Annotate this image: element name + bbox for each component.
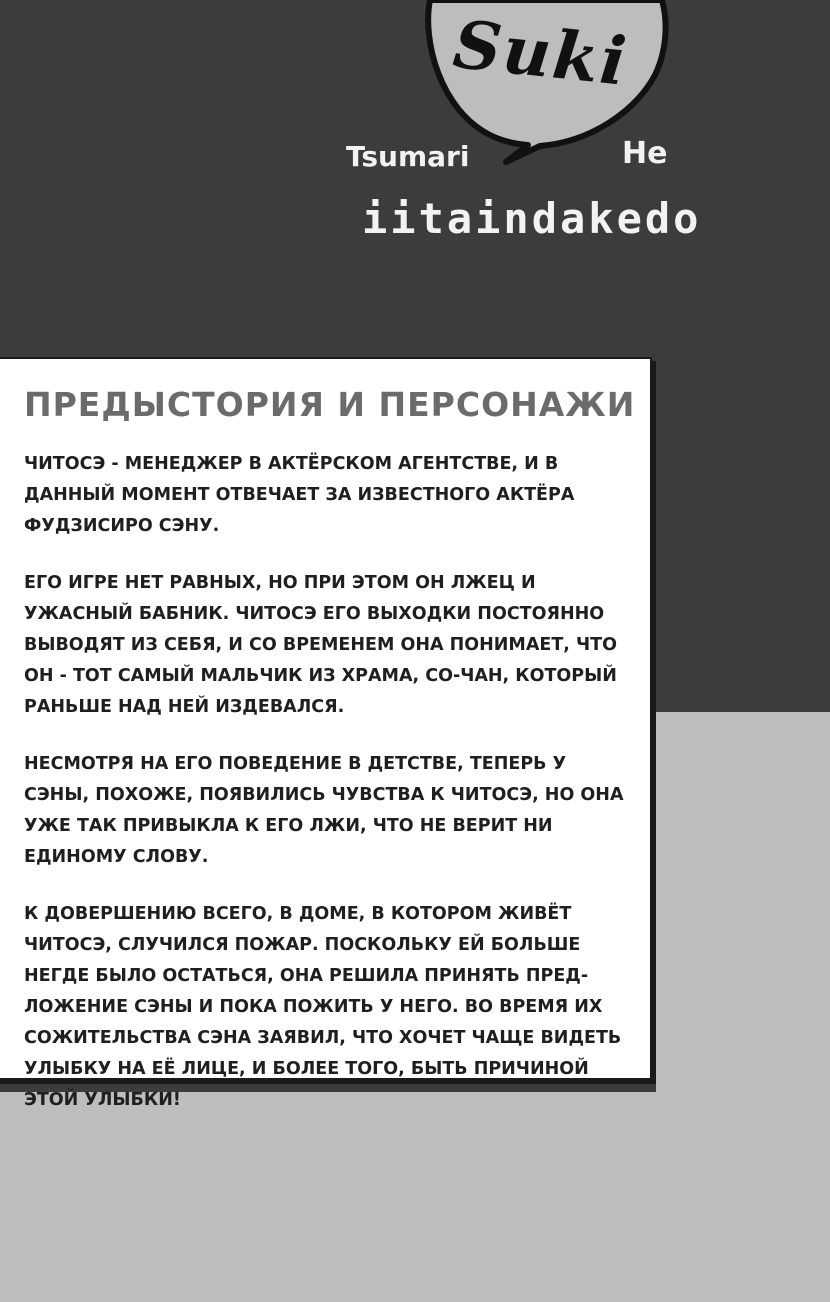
paragraph-3: НЕСМОТРЯ НА ЕГО ПОВЕДЕНИЕ В ДЕТСТВЕ, ТЕПЕРЬ У СЭНЫ, ПОХОЖЕ, ПОЯВИЛИСЬ ЧУВСТВА К ЧИТОСЭ, НО ОНА УЖЕ ТАК ПРИВЫКЛА К ЕГО ЛЖИ, ЧТО НЕ ВЕРИТ НИ ЕДИНОМУ СЛОВУ.: [24, 754, 624, 867]
logo-he-text: He: [622, 136, 668, 171]
logo-suki-text: Suki: [449, 5, 632, 101]
card-title: ПРЕДЫСТОРИЯ И ПЕРСОНАЖИ: [24, 385, 636, 424]
paragraph-2: ЕГО ИГРЕ НЕТ РАВНЫХ, НО ПРИ ЭТОМ ОН ЛЖЕЦ И УЖАСНЫЙ БАБНИК. ЧИТОСЭ ЕГО ВЫХОДКИ ПОСТОЯННО ВЫВОДЯТ ИЗ СЕБЯ, И СО ВРЕМЕНЕМ ОНА ПОНИМАЕТ, ЧТО ОН - ТОТ САМЫЙ МАЛЬЧИК ИЗ ХРАМА, СО-ЧАН, КОТОРЫЙ РАНЬШЕ НАД НЕЙ ИЗДЕВАЛСЯ.: [24, 573, 617, 717]
logo-iitaindakedo-text: iitaindakedo: [362, 194, 702, 243]
logo-tsumari-text: Tsumari: [346, 140, 470, 173]
synopsis-card: [0, 357, 652, 1110]
card-body: [24, 449, 636, 1116]
paragraph-4: К ДОВЕРШЕНИЮ ВСЕГО, В ДОМЕ, В КОТОРОМ ЖИВЁТ ЧИТОСЭ, СЛУЧИЛСЯ ПОЖАР. ПОСКОЛЬКУ ЕЙ БОЛЬШЕ НЕГДЕ БЫЛО ОСТАТЬСЯ, ОНА РЕШИЛА ПРИНЯТЬ ПРЕД-ЛОЖЕНИЕ СЭНЫ И ПОКА ПОЖИТЬ У НЕГО. ВО ВРЕМЯ ИХ СОЖИТЕЛЬСТВА СЭНА ЗАЯВИЛ, ЧТО ХОЧЕТ ЧАЩЕ ВИДЕТЬ УЛЫБКУ НА ЕЁ ЛИЦЕ, И БОЛЕЕ ТОГО, БЫТЬ ПРИЧИНОЙ ЭТОЙ УЛЫБКИ!: [24, 904, 622, 1110]
paragraph-1: ЧИТОСЭ - МЕНЕДЖЕР В АКТЁРСКОМ АГЕНТСТВЕ, И В ДАННЫЙ МОМЕНТ ОТВЕЧАЕТ ЗА ИЗВЕСТНОГО АКТЁРА ФУДЗИСИРО СЭНУ.: [24, 454, 575, 536]
